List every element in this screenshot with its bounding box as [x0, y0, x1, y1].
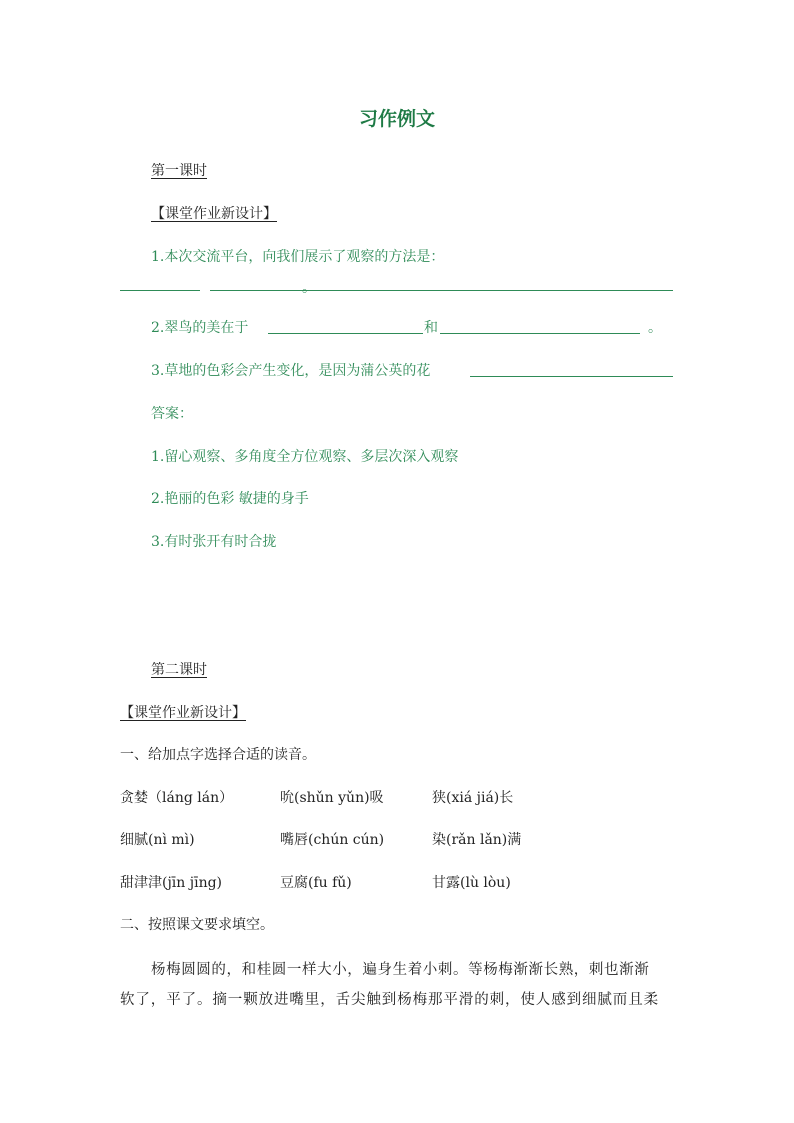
lesson2-section-title: 【课堂作业新设计】 [120, 705, 246, 721]
question-2-mid: 和 [424, 320, 438, 336]
passage-line-1: 杨梅圆圆的，和桂圆一样大小，遍身生着小刺。等杨梅渐渐长熟，刺也渐渐 [151, 962, 650, 978]
answer-blank-2a [268, 333, 423, 334]
pinyin-item: 甘露(lù lòu) [432, 875, 511, 891]
answer-blank-1a [120, 290, 200, 291]
part-2-instruction: 二、按照课文要求填空。 [120, 917, 274, 933]
question-3-prefix: 3.草地的色彩会产生变化，是因为蒲公英的花 [151, 363, 431, 379]
pinyin-item: 贪婪（láng lán） [120, 790, 234, 806]
lesson1-heading: 第一课时 [151, 163, 207, 179]
pinyin-item: 嘴唇(chún cún) [280, 832, 385, 848]
question-1-end: 。 [302, 280, 316, 296]
passage-line-2: 软了，平了。摘一颗放进嘴里，舌尖触到杨梅那平滑的刺，使人感到细腻而且柔 [120, 992, 659, 1008]
answer-blank-2b [440, 333, 640, 334]
question-2-end: 。 [648, 320, 662, 336]
answer-blank-3 [470, 376, 673, 377]
pinyin-item: 吮(shǔn yǔn)吸 [280, 790, 384, 806]
pinyin-item: 狭(xiá jiá)长 [432, 790, 514, 806]
answer-3: 3.有时张开有时合拢 [151, 534, 277, 550]
lesson1-section-title: 【课堂作业新设计】 [151, 206, 277, 222]
question-1: 1.本次交流平台，向我们展示了观察的方法是： [151, 249, 445, 265]
answer-2: 2.艳丽的色彩 敏捷的身手 [151, 491, 309, 507]
question-2-prefix: 2.翠鸟的美在于 [151, 320, 249, 336]
part-1-instruction: 一、给加点字选择合适的读音。 [120, 747, 316, 763]
answers-label: 答案： [151, 406, 193, 422]
page-title: 习作例文 [358, 108, 435, 130]
pinyin-item: 染(rǎn lǎn)满 [432, 832, 522, 848]
pinyin-item: 甜津津(jīn jīng) [120, 875, 223, 891]
answer-blank-1b [210, 290, 673, 291]
answer-1: 1.留心观察、多角度全方位观察、多层次深入观察 [151, 449, 459, 465]
pinyin-item: 细腻(nì mì) [120, 832, 195, 848]
pinyin-item: 豆腐(fu fǔ) [280, 875, 352, 891]
lesson2-heading: 第二课时 [151, 662, 207, 678]
